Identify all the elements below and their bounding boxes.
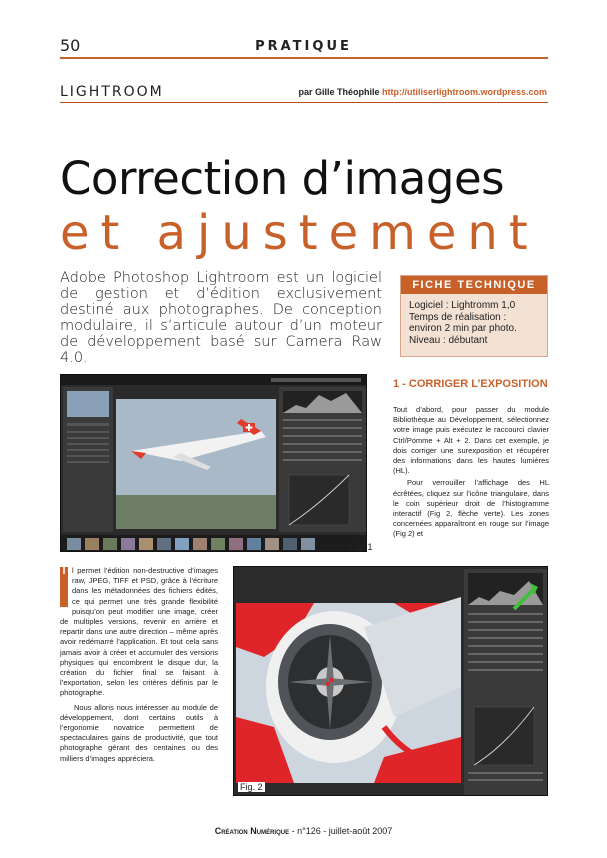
fiche-line: environ 2 min par photo.	[409, 323, 517, 334]
byline-author: par Gille Théophile	[298, 87, 380, 97]
page-number: 50	[60, 36, 81, 55]
figure-1-caption: Fig. 1	[350, 542, 373, 552]
intro-column	[60, 566, 218, 764]
figure-1-screenshot	[60, 374, 367, 552]
fiche-body	[401, 294, 547, 352]
drop-cap: I	[60, 567, 68, 607]
figure-2-illustration	[234, 567, 548, 796]
paragraph-text: l permet l’édition non-destructive d’images raw, JPEG, TIFF et PSD, grâce à l’écriture dans les métadonnées des fichiers édités, ce qui permet une très grande flexibilité puisqu’on peut modifier une image, créer de multiples versions, revenir en arrière et repartir dans une autre direction – même après avoir redémarré l’application. Et tout cela sans jamais avoir à créer et accumuler des versions physiques qui encombrent le disque dur, la création du fichier final se faisant à l’exportation, selon les critères définis par le photographe.	[60, 566, 218, 698]
fiche-line: Logiciel : Lightromm 1,0	[409, 300, 516, 311]
fiche-line: Temps de réalisation :	[409, 311, 507, 323]
footer-brand: Création Numérique	[214, 826, 290, 836]
footer	[0, 826, 607, 836]
title-line-1: Correction d’images	[60, 152, 505, 205]
paragraph	[60, 566, 218, 699]
paragraph: Pour verrouiller l’affichage des HL écrêtées, cliquez sur l’icône triangulaire, dans le coin supérieur droit de l’histogramme interactif (Fig 2, flèche verte). Les zones concernées apparaîtront en rouge sur l’image (Fig 2) et	[393, 478, 549, 539]
rubric-label: LIGHTROOM	[60, 84, 164, 100]
fiche-line: Niveau : débutant	[409, 334, 488, 346]
paragraph: Nous allons nous intéresser au module de développement, dont certains outils à l’ergonomie novatrice permettent de spectaculaires gains de productivité, que tout photographe gérant des centaines ou des milliers d’images appréciera.	[60, 702, 218, 763]
figure-2-screenshot	[233, 566, 548, 796]
figure-2-caption: Fig. 2	[240, 782, 263, 792]
section-1-body	[393, 405, 549, 542]
rubric-rule	[60, 102, 548, 103]
header-rule	[60, 57, 548, 59]
lead-paragraph: Adobe Photoshop Lightroom est un logiciel de gestion et d’édition exclusivement destiné aux photographes. De conception modulaire, il s’articule autour d’un moteur de développement basé sur Camera Raw 4.0.	[60, 270, 382, 366]
figure-1-illustration	[61, 375, 367, 552]
title-line-2: et ajustement	[60, 205, 539, 261]
byline	[298, 87, 547, 97]
fiche-technique	[400, 275, 548, 357]
fiche-heading: FICHE TECHNIQUE	[401, 276, 547, 294]
section-1-heading: 1 - CORRIGER L’EXPOSITION	[393, 378, 548, 390]
footer-issue: - n°126 - juillet-août 2007	[291, 826, 393, 836]
section-label: PRATIQUE	[255, 39, 352, 54]
paragraph: Tout d’abord, pour passer du module Bibliothèque au Développement, sélectionnez votre image puis exécutez le raccourci clavier Ctrl/Pomme + Alt + 2. Dans cet exemple, je dois corriger une surexposition et récupérer des informations dans les hautes lumières (HL).	[393, 405, 549, 476]
byline-url[interactable]: http://utiliserlightroom.wordpress.com	[381, 87, 547, 97]
